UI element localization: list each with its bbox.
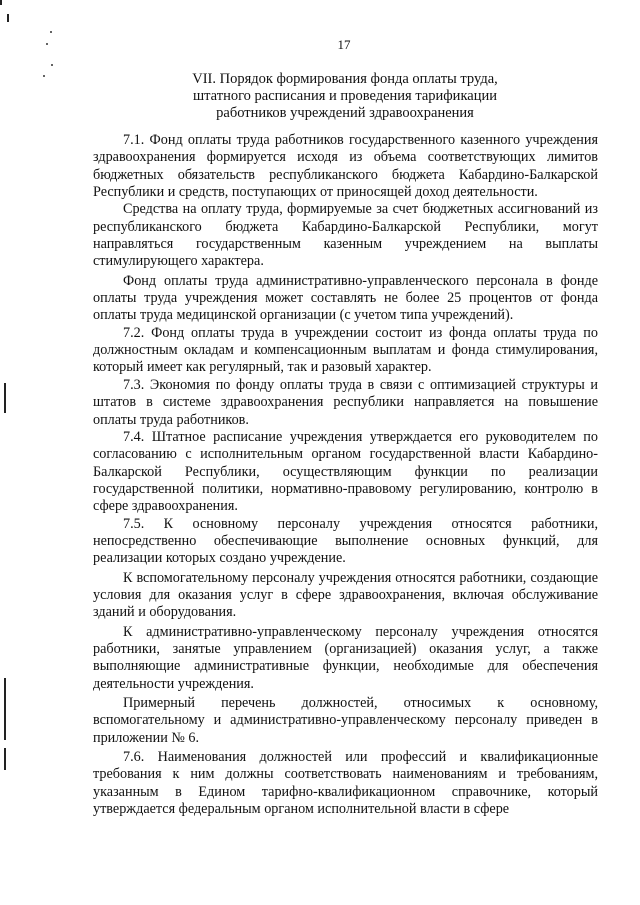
paragraph: К административно-управленческому персоналу учреждения относятся работники, занятые управлением (организацией) оказания услуг, а также выполняющие административные функции, необходимые для обеспечения деятельности учреждения. [93,623,598,692]
scan-mark [4,678,6,740]
paragraph: Фонд оплаты труда административно-управленческого персонала в фонде оплаты труда учреждения может составлять не более 25 процентов от фонда оплаты труда медицинской организации (с учетом типа учреждений). [93,272,598,324]
paragraph: Средства на оплату труда, формируемые за счет бюджетных ассигнований из республиканского бюджета Кабардино-Балкарской Республики, могут направляться государственным казенным учреждением на выплаты стимулирующего характера. [93,201,598,270]
scan-mark [0,0,2,5]
paragraph-7-4: 7.4. Штатное расписание учреждения утверждается его руководителем по согласованию с исполнительным органом государственной власти Кабардино-Балкарской Республики, осуществляющим функции по реализации государственной политики, нормативно-правовому регулированию, контролю в сфере здравоохранения. [93,428,598,515]
document-body [93,132,598,818]
paragraph: Примерный перечень должностей, относимых к основному, вспомогательному и административно-управленческому персоналу приведен в приложении № 6. [93,695,598,746]
scan-mark [4,748,6,770]
paragraph-7-5: 7.5. К основному персоналу учреждения относятся работники, непосредственно обеспечивающие выполнение основных функций, для реализации которых создано учреждение. [93,515,598,567]
scan-dot [43,75,45,77]
section-title [150,71,540,122]
paragraph: К вспомогательному персоналу учреждения относятся работники, создающие условия для оказания услуг в сфере здравоохранения, включая обслуживание зданий и оборудования. [93,569,598,621]
scan-dot [51,64,53,66]
paragraph-7-3: 7.3. Экономия по фонду оплаты труда в связи с оптимизацией структуры и штатов в системе здравоохранения республики направляется на повышение оплаты труда работников. [93,376,598,428]
scan-dot [50,31,52,33]
title-line-3: работников учреждений здравоохранения [216,105,474,121]
paragraph-7-2: 7.2. Фонд оплаты труда в учреждении состоит из фонда оплаты труда по должностным окладам и компенсационным выплатам и фонда стимулирования, который имеет как регулярный, так и разовый характер. [93,324,598,376]
page-number: 17 [337,37,351,52]
title-line-2: штатного расписания и проведения тарификации [193,88,497,104]
paragraph-7-1: 7.1. Фонд оплаты труда работников государственного казенного учреждения здравоохранения формируется исходя из объема соответствующих лимитов бюджетных обязательств республиканского бюджета Кабардино-Балкарской Республики и средств, поступающих от приносящей доход деятельности. [93,132,598,201]
title-line-1: VII. Порядок формирования фонда оплаты труда, [192,71,498,87]
paragraph-7-6: 7.6. Наименования должностей или профессий и квалификационные требования к ним должны соответствовать наименованиям и требованиям, указанным в Едином тарифно-квалификационном справочнике, который утверждается федеральным органом исполнительной власти в сфере [93,749,598,818]
scan-mark [4,383,6,413]
scan-mark [7,14,9,22]
